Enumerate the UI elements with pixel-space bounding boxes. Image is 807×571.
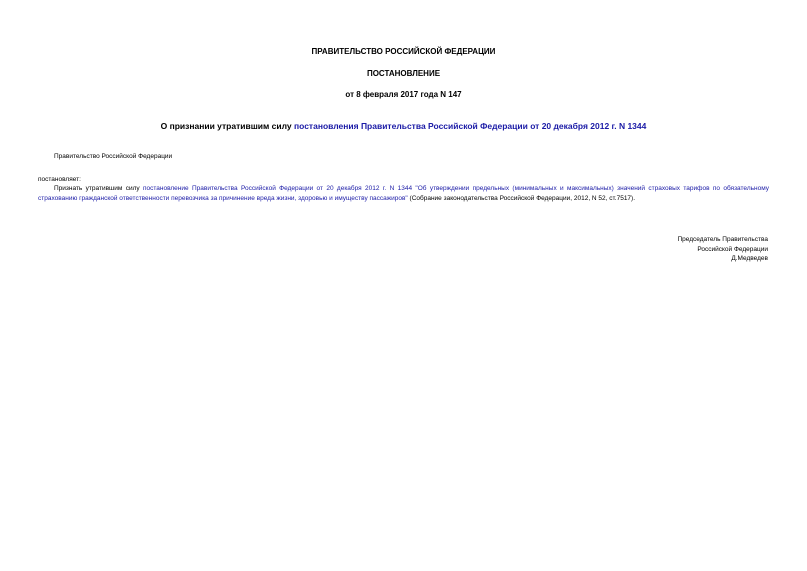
title-prefix: О признании утратившим силу bbox=[160, 121, 294, 131]
paragraph-suffix: (Собрание законодательства Российской Федерации, 2012, N 52, ст.7517). bbox=[407, 194, 636, 202]
decrees-line: постановляет: bbox=[38, 176, 81, 183]
signatory-name: Д.Медведев bbox=[731, 255, 768, 262]
signatory-position-line2: Российской Федерации bbox=[697, 245, 768, 253]
main-paragraph bbox=[38, 184, 769, 203]
document-type: ПОСТАНОВЛЕНИЕ bbox=[366, 69, 441, 78]
document-title bbox=[0, 121, 807, 131]
signatory-position-line1: Председатель Правительства bbox=[677, 236, 768, 243]
paragraph-prefix: Признать утратившим силу bbox=[54, 185, 143, 192]
paragraph-reference-link[interactable]: постановление Правительства Российской Федерации от 20 декабря 2012 г. N 1344 "Об утверждении предельных (минимальных и максимальных) значений страховых тарифов по обязательному страхованию гражданской ответственности перевозчика за причинение вреда жизни, здоровью и имуществу пассажиров" bbox=[38, 185, 770, 202]
issuing-authority: ПРАВИТЕЛЬСТВО РОССИЙСКОЙ ФЕДЕРАЦИИ bbox=[311, 47, 496, 56]
document-date-number: от 8 февраля 2017 года N 147 bbox=[345, 90, 462, 99]
title-reference-link[interactable]: постановления Правительства Российской Федерации от 20 декабря 2012 г. N 1344 bbox=[293, 121, 647, 131]
government-line: Правительство Российской Федерации bbox=[54, 153, 173, 160]
signature-block bbox=[677, 235, 768, 264]
